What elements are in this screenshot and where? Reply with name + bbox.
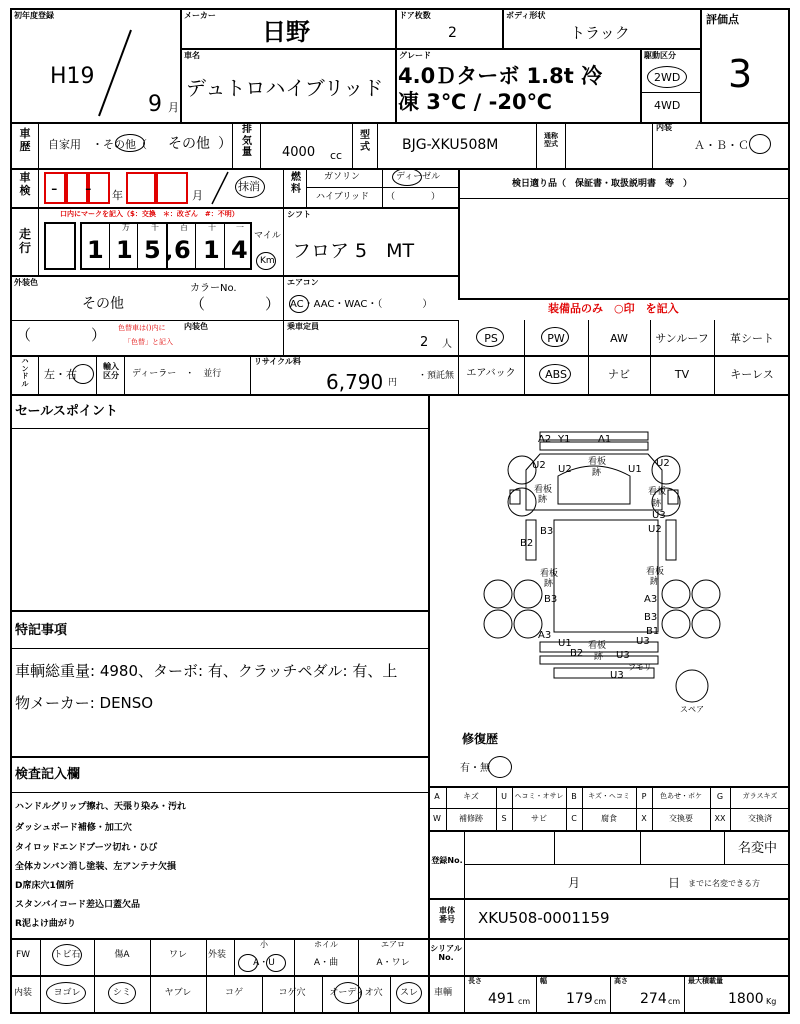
legend-code: U — [501, 792, 507, 801]
repair-none-circle — [488, 756, 512, 778]
mileage-digit: 6 — [174, 236, 191, 264]
handle-right-circle — [72, 364, 94, 384]
int-item-wear: スレ — [399, 988, 418, 998]
diagram-label: U3 — [616, 650, 630, 661]
width-label: 幅 — [540, 977, 547, 985]
ac-circle — [289, 295, 309, 313]
diagram-label: B2 — [570, 648, 584, 659]
equip-keyless: キーレス — [730, 368, 774, 381]
legend-desc: キズ・ヘコミ — [588, 792, 630, 800]
diagram-label: U3 — [610, 670, 624, 681]
fw-item-chip: トビ石 — [53, 950, 81, 960]
load-label: 最大積載量 — [688, 977, 723, 985]
equip-abs: ABS — [545, 368, 567, 381]
diagram-label: U3 — [636, 636, 650, 647]
diagram-label: 跡 — [594, 652, 604, 662]
inspection-label: 車 検 — [19, 171, 31, 197]
common-model-label: 通称 型式 — [544, 132, 558, 149]
inspection-notes-title: 検査記入欄 — [15, 767, 81, 782]
length-value: 491 — [488, 991, 515, 1007]
fuel-diesel-circle — [392, 168, 422, 186]
history-close: ） — [218, 136, 232, 152]
doors-label: ドア枚数 — [399, 11, 431, 20]
exterior-label: 外装 — [208, 950, 227, 960]
grade-line2: 凍 3℃ / -20℃ — [398, 90, 553, 114]
legend-code: S — [501, 814, 507, 823]
diagram-label: B2 — [520, 538, 534, 549]
score-value: 3 — [728, 52, 753, 96]
equip-pw: PW — [547, 332, 565, 345]
fuel-gasoline: ガソリン — [324, 172, 361, 182]
small-opts: A・U — [253, 958, 275, 968]
load-value: 1800 — [728, 991, 764, 1007]
int-item-audiohole: オーディオ穴 — [329, 988, 383, 998]
serial-label: シリアル No. — [430, 944, 462, 963]
legend-desc: ガラスキズ — [742, 792, 778, 800]
diagram-label: 跡 — [652, 499, 662, 509]
model-value: BJG-XKU508M — [402, 137, 499, 153]
mileage-digit: 5 — [144, 236, 161, 264]
diagram-label: U2 — [648, 524, 662, 535]
special-line2: 物メーカー: DENSO — [15, 694, 154, 712]
import-value: ディーラー ・ 並行 — [132, 369, 222, 379]
legend-code: C — [571, 814, 577, 823]
mileage-unit-juu: 十 — [208, 223, 216, 232]
reg-deadline: までに名変できる方 — [688, 879, 760, 888]
fw-item-scratch: 傷A — [114, 950, 130, 960]
drive-label: 駆動区分 — [644, 51, 676, 60]
interior-c-circle — [749, 134, 771, 154]
legend-desc: ヘコミ・オサレ — [514, 792, 564, 800]
insp-expired: 抹消 — [238, 180, 260, 193]
mileage-unit-man: 万 — [122, 223, 130, 232]
legend-code: P — [641, 792, 647, 801]
diagram-label: 看板 — [534, 485, 553, 495]
month-unit: 月 — [168, 101, 179, 114]
diagram-label: U2 — [656, 458, 670, 469]
vehicle-damage-diagram — [470, 420, 730, 720]
mileage-label: 走 行 — [18, 227, 31, 255]
aero-label: エアロ — [381, 940, 405, 949]
handle-value: 左・右 — [44, 368, 77, 381]
capacity-unit: 人 — [442, 339, 452, 350]
legend-code: G — [716, 792, 724, 801]
expired-circle — [235, 176, 265, 198]
fuel-diesel: ディーゼル — [396, 172, 441, 182]
height-value: 274 — [640, 991, 667, 1007]
capacity-value: 2 — [420, 335, 429, 350]
body-value: トラック — [570, 24, 630, 42]
fw-chip-circle — [52, 944, 82, 966]
diagram-label: 跡 — [538, 495, 548, 505]
mileage-unit-ichi: 一 — [236, 223, 244, 232]
sales-points-title: セールスポイント — [15, 404, 118, 419]
color-change-note2: 「色替」と記入 — [124, 338, 173, 346]
length-label: 長さ — [468, 977, 482, 985]
small-label: 小 — [260, 940, 268, 949]
diagram-label: B1 — [646, 626, 660, 637]
diagram-label: U2 — [558, 464, 572, 475]
recycle-deposit: ・預託無 — [418, 371, 455, 381]
diagram-label: 跡 — [592, 468, 602, 478]
int-audio-circle — [334, 982, 362, 1004]
diagram-label: U3 — [652, 510, 666, 521]
mileage-unit-sen: 千 — [151, 223, 159, 232]
insp-note: タイロッドエンドブーツ切れ・ひび — [15, 843, 158, 853]
wheel-label: ホイル — [314, 940, 338, 949]
drive-4wd: 4WD — [654, 99, 681, 112]
repair-title: 修復歴 — [462, 732, 499, 746]
drive-2wd-circle — [647, 66, 687, 88]
mileage-note: 口内にマークを記入（$：交換 ＊：改ざん #：不明） — [60, 210, 239, 218]
int-item-burnhole: コゲ穴 — [278, 988, 306, 998]
maker-label: メーカー — [184, 11, 216, 20]
legend-desc: 補修跡 — [459, 814, 483, 823]
grade-line1: 4.0Ｄターボ 1.8t 冷 — [398, 64, 603, 88]
diagram-label: フモリ — [628, 663, 652, 672]
equip-tv: TV — [674, 368, 690, 381]
wheel-opts: A・曲 — [313, 958, 339, 968]
special-line1: 車輌総重量: 4980、ターボ: 有、クラッチペダル: 有、上 — [15, 662, 398, 680]
insp-note: スタンバイコード差込口蓋欠品 — [15, 900, 141, 910]
insp-year-unit: 年 — [112, 189, 123, 202]
mileage-km-circle — [256, 252, 276, 270]
legend-desc: 交換要 — [669, 814, 693, 823]
drive-2wd: 2WD — [654, 71, 681, 84]
shift-value: フロア 5 MT — [292, 240, 415, 262]
legend-desc: キズ — [463, 792, 479, 801]
body-label: ボディ形状 — [506, 11, 546, 20]
fw-item-crack: ワレ — [168, 950, 187, 960]
name-label: 車名 — [184, 51, 200, 60]
insp-note: ハンドルグリップ擦れ、天張り染み・汚れ — [15, 802, 187, 812]
equip-abs-circle — [539, 364, 571, 384]
length-unit: cm — [518, 997, 531, 1006]
color-change-note: 色替車は()内に — [118, 324, 166, 332]
mileage-digit: 1 — [203, 236, 220, 264]
legend-desc: 交換済 — [748, 814, 772, 823]
insp-note: R泥よけ曲がり — [15, 919, 76, 929]
history-other-circle — [115, 134, 145, 152]
fuel-hybrid: ハイブリッド — [316, 192, 370, 202]
recycle-label: リサイクル料 — [254, 357, 301, 366]
diagram-label: A3 — [538, 630, 552, 641]
int-color-paren: （ ） — [16, 326, 107, 344]
mileage-digit: 1 — [116, 236, 133, 264]
insp-month-unit: 月 — [192, 189, 203, 202]
diagram-label: 看板 — [648, 487, 667, 497]
interior-label: 内装 — [14, 988, 33, 998]
reg-month: 月 — [568, 876, 581, 890]
diagram-label: 看板 — [588, 457, 607, 467]
displacement-value: 4000 — [282, 145, 316, 160]
legend-code: B — [571, 792, 577, 801]
equip-ps-circle — [476, 327, 504, 347]
history-value: その他 — [168, 136, 210, 152]
diagram-label: B3 — [540, 526, 554, 537]
small-u-circle — [266, 954, 286, 972]
grade-label: グレード — [399, 51, 431, 60]
aero-opts: A・ワレ — [376, 958, 410, 968]
accessories-label: 検日適り品（ 保証書・取扱説明書 等 ） — [512, 179, 693, 189]
legend-desc: 腐食 — [601, 814, 617, 823]
insp-note: 全体カンバン消し塗装、左アンテナ欠損 — [15, 862, 177, 872]
fuel-paren: （ ） — [386, 192, 441, 202]
diagram-label: 看板 — [646, 567, 665, 577]
equip-pw-circle — [541, 327, 569, 347]
maker-value: 日野 — [262, 18, 310, 46]
legend-desc: サビ — [531, 814, 547, 823]
ext-color-label: 外装色 — [14, 278, 38, 287]
int-item-burn: コゲ — [224, 988, 243, 998]
history-label: 車 歴 — [19, 127, 31, 153]
equip-sunroof: サンルーフ — [655, 332, 709, 345]
insp-note: D席床穴1個所 — [15, 881, 74, 891]
shift-label: シフト — [287, 210, 311, 219]
special-title: 特記事項 — [15, 623, 68, 638]
color-no-paren: （ ） — [190, 295, 281, 313]
diagram-label: U1 — [628, 464, 642, 475]
int-item-dirt: ヨゴレ — [53, 988, 81, 998]
diagram-label: A2 — [538, 434, 552, 445]
car-name: デュトロハイブリッド — [186, 76, 384, 100]
equip-leather: 革シート — [730, 332, 774, 345]
width-value: 179 — [566, 991, 593, 1007]
repair-value: 有・無 — [460, 763, 490, 774]
int-item-tear: ヤブレ — [164, 988, 192, 998]
diagram-label: A1 — [598, 434, 612, 445]
diagram-label: 跡 — [650, 577, 660, 587]
diagram-label: 跡 — [544, 579, 554, 589]
mileage-km: Km — [260, 256, 275, 266]
int-color-label: 内装色 — [184, 322, 208, 331]
legend-code: A — [434, 792, 440, 801]
registration-label: 登録No. — [431, 856, 463, 865]
reg-day: 日 — [668, 876, 681, 890]
import-label: 輸入 区分 — [103, 362, 119, 381]
legend-code: XX — [714, 814, 726, 823]
mileage-unit-hyaku: 百 — [180, 223, 188, 232]
dims-label: 車輌 — [434, 988, 453, 998]
diagram-label: スペア — [680, 705, 704, 714]
recycle-yen: 円 — [388, 378, 398, 388]
first-reg-year: H19 — [50, 64, 95, 89]
diagram-label: U2 — [532, 460, 546, 471]
first-reg-slash — [95, 28, 135, 118]
diagram-label: 看板 — [588, 641, 607, 651]
handle-label: ハ ン ド ル — [21, 357, 29, 389]
fuel-label: 燃 料 — [291, 172, 301, 195]
insp-box-4 — [126, 172, 156, 204]
equip-aw: AW — [610, 332, 628, 345]
legend-code: W — [433, 814, 441, 823]
diagram-label: B3 — [644, 612, 658, 623]
color-no-label: カラーNo. — [190, 283, 237, 294]
width-unit: cm — [594, 997, 607, 1006]
equip-airbag: エアバック — [466, 368, 516, 379]
chassis-label: 車体 番号 — [439, 906, 455, 925]
mileage-digit: 4 — [231, 236, 248, 264]
first-reg-label: 初年度登録 — [14, 11, 54, 20]
diagram-label: U1 — [558, 638, 572, 649]
int-dirt-circle — [46, 982, 86, 1004]
equip-navi: ナビ — [608, 368, 630, 381]
small-a-circle — [238, 954, 258, 972]
interior-grade-label: 内装 — [656, 123, 672, 132]
history-options: 自家用 ・その他（ — [48, 138, 147, 151]
chassis-value: XKU508-0001159 — [478, 909, 610, 927]
mileage-mark-box — [44, 222, 76, 270]
doors-value: 2 — [448, 25, 457, 41]
fw-label: FW — [16, 950, 31, 960]
int-wear-circle — [396, 982, 422, 1004]
ext-color-value: その他 — [82, 296, 124, 312]
height-label: 高さ — [614, 977, 628, 985]
mileage-digit: 1 — [87, 236, 104, 264]
load-unit: Kg — [766, 997, 777, 1006]
int-item-stain: シミ — [112, 988, 131, 998]
legend-code: X — [641, 814, 647, 823]
diagram-label: 看板 — [540, 569, 559, 579]
equip-ps: PS — [484, 332, 498, 345]
capacity-label: 乗車定員 — [287, 322, 319, 331]
height-unit: cm — [668, 997, 681, 1006]
int-stain-circle — [108, 982, 136, 1004]
displacement-label: 排 気 量 — [242, 124, 252, 158]
insp-box-5 — [156, 172, 188, 204]
equipment-title: 装備品のみ ○印 を記入 — [548, 302, 679, 315]
model-label: 型 式 — [360, 130, 370, 153]
diagram-label: B3 — [544, 594, 558, 605]
displacement-unit: cc — [330, 149, 343, 162]
recycle-value: 6,790 — [326, 370, 384, 394]
insp-note: ダッシュボード補修・加工穴 — [15, 823, 132, 833]
mileage-mile: マイル — [254, 231, 281, 241]
diagram-label: Y1 — [558, 434, 571, 445]
legend-desc: 色あせ・ボケ — [660, 792, 702, 800]
ac-options: AC・AAC・WAC・（ ） — [290, 299, 433, 310]
first-reg-month: 9 — [148, 92, 162, 117]
interior-grade-value: Ａ・Ｂ・Ｃ — [694, 139, 749, 152]
ac-label: エアコン — [287, 278, 319, 287]
name-change: 名変中 — [738, 841, 778, 856]
diagram-label: A3 — [644, 594, 658, 605]
score-label: 評価点 — [706, 13, 739, 26]
